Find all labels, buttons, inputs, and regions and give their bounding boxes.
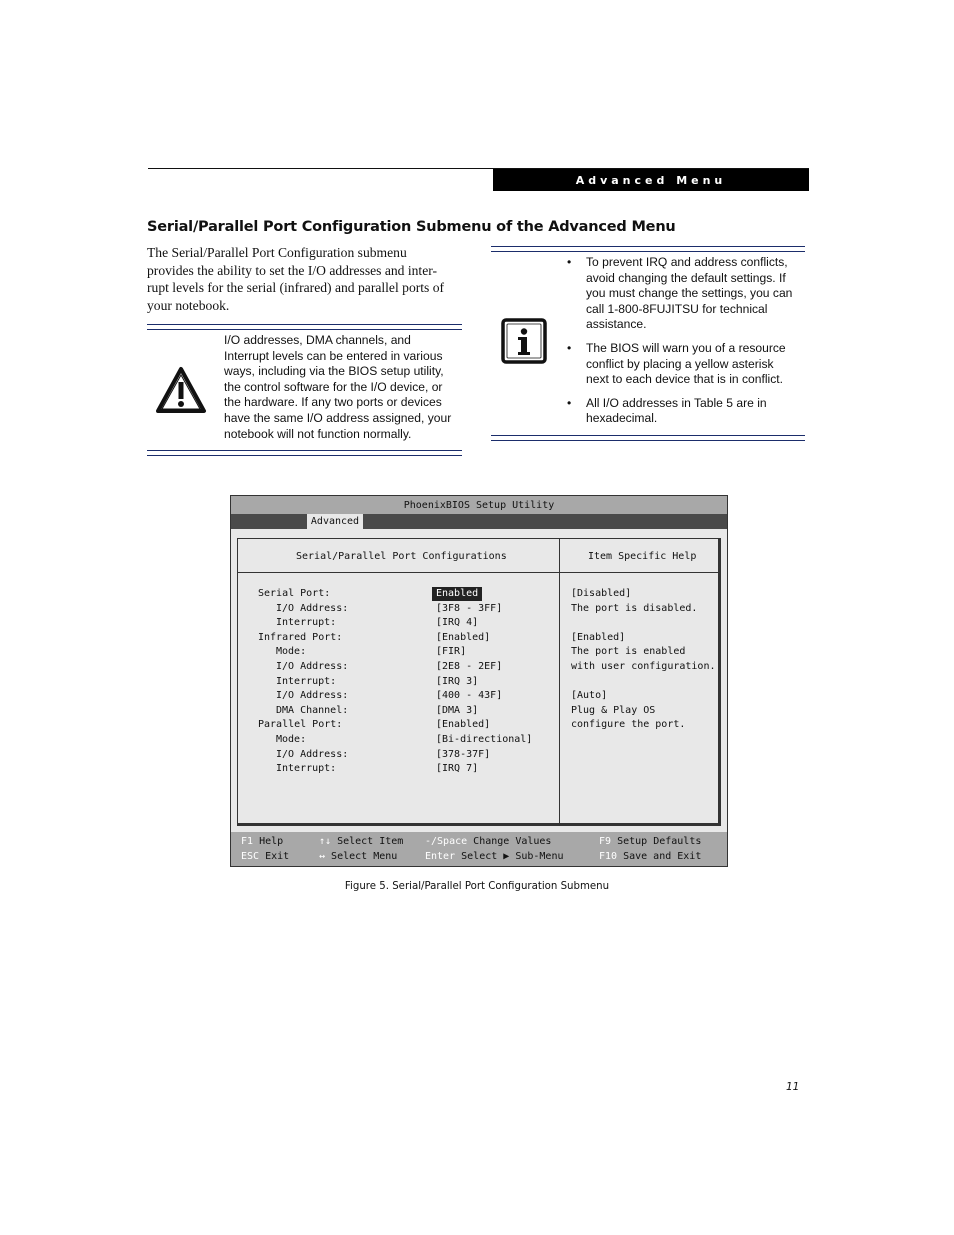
setting-value[interactable]: [Enabled] <box>436 631 491 643</box>
pane-divider <box>559 539 560 825</box>
help-line: configure the port. <box>571 719 686 731</box>
setting-label: Infrared Port: <box>258 631 343 643</box>
note-line: conflict by placing a yellow asterisk <box>586 356 774 371</box>
setting-value[interactable]: [FIR] <box>436 646 467 658</box>
footer-key-hint <box>425 850 563 864</box>
caution-text <box>224 333 464 442</box>
note-line: call 1-800-8FUJITSU for technical <box>586 301 768 316</box>
note-item <box>566 396 806 427</box>
frame-shadow-bottom <box>238 823 720 825</box>
help-pane-title: Item Specific Help <box>588 551 697 562</box>
help-line: with user configuration. <box>571 661 716 672</box>
note-line: • The BIOS will warn you of a resource <box>586 340 786 355</box>
note-line: hexadecimal. <box>586 411 658 426</box>
note-line: you must change the settings, you can <box>586 286 793 301</box>
caution-bottom-rule <box>147 450 462 456</box>
setting-label: Parallel Port: <box>258 719 343 731</box>
bios-menubar <box>231 514 727 529</box>
bios-main-frame <box>237 538 721 826</box>
help-line: [Auto] <box>571 690 608 702</box>
setting-label: Serial Port: <box>258 588 331 599</box>
setting-value[interactable]: [Bi-directional] <box>436 734 533 745</box>
caution-line: ways, including via the BIOS setup utility, <box>224 364 444 379</box>
tab-advanced[interactable]: Advanced <box>307 514 363 529</box>
help-line: The port is enabled <box>571 646 686 658</box>
setting-value[interactable]: Enabled <box>432 587 482 601</box>
note-line: next to each device that is in conflict. <box>586 372 783 387</box>
caution-line: have the same I/O address assigned, your <box>224 410 452 425</box>
bios-footer <box>231 832 727 866</box>
note-item <box>566 341 806 388</box>
bios-title: PhoenixBIOS Setup Utility <box>231 496 727 514</box>
footer-key-label: Select Item <box>331 836 404 847</box>
footer-key: F1 <box>241 836 254 847</box>
setting-label: DMA Channel: <box>276 704 349 716</box>
page-heading: Serial/Parallel Port Configuration Submenu of the Advanced Menu <box>147 219 676 235</box>
footer-key-hint <box>425 835 551 849</box>
note-top-rule <box>491 246 805 252</box>
setting-value[interactable]: [IRQ 4] <box>436 617 479 629</box>
footer-key-label: Change Values <box>467 836 552 847</box>
caution-line: Interrupt levels can be entered in various <box>224 348 443 363</box>
caution-line: the hardware. If any two ports or devices <box>224 395 442 410</box>
help-line: Plug & Play OS <box>571 704 656 716</box>
setting-value[interactable]: [IRQ 7] <box>436 763 479 775</box>
note-line: • All I/O addresses in Table 5 are in <box>586 395 767 410</box>
footer-key: Enter <box>425 851 456 862</box>
section-label: Advanced Menu <box>493 169 809 191</box>
footer-key-label: Select ▶ Sub-Menu <box>455 851 564 862</box>
footer-key-label: Help <box>253 836 284 847</box>
intro-line: rupt levels for the serial (infrared) and parallel ports of <box>147 280 445 295</box>
footer-key-label: Setup Defaults <box>611 836 702 847</box>
footer-key: F10 <box>599 851 618 862</box>
settings-pane-title: Serial/Parallel Port Configurations <box>296 551 507 562</box>
setting-label: Interrupt: <box>276 617 337 629</box>
footer-key: ESC <box>241 851 260 862</box>
setting-value[interactable]: [Enabled] <box>436 719 491 731</box>
note-bottom-rule <box>491 435 805 441</box>
note-line: • To prevent IRQ and address conflicts, <box>586 255 788 269</box>
footer-key-hint <box>319 850 397 864</box>
intro-line: your notebook. <box>147 297 230 313</box>
frame-shadow-right <box>718 539 720 825</box>
setting-label: Mode: <box>276 734 307 745</box>
setting-label: Interrupt: <box>276 675 337 687</box>
footer-key-hint <box>241 850 289 864</box>
setting-value[interactable]: [2E8 - 2EF] <box>436 661 503 672</box>
setting-label: I/O Address: <box>276 690 349 702</box>
title-divider <box>238 572 720 573</box>
footer-key: ↑↓ <box>319 836 332 847</box>
footer-key-label: Save and Exit <box>617 851 702 862</box>
info-icon <box>501 318 547 364</box>
help-line: The port is disabled. <box>571 602 698 614</box>
footer-key: F9 <box>599 836 612 847</box>
setting-value[interactable]: [400 - 43F] <box>436 690 503 702</box>
help-line: [Enabled] <box>571 631 626 643</box>
caution-top-rule <box>147 324 462 330</box>
caution-line: notebook will not function normally. <box>224 426 412 441</box>
setting-label: I/O Address: <box>276 661 349 672</box>
setting-value[interactable]: [DMA 3] <box>436 704 479 716</box>
setting-label: Interrupt: <box>276 763 337 775</box>
note-list <box>566 255 806 435</box>
caution-line: I/O addresses, DMA channels, and <box>224 333 411 347</box>
setting-label: Mode: <box>276 646 307 658</box>
page-number: 11 <box>786 1081 800 1093</box>
figure-caption: Figure 5. Serial/Parallel Port Configuration Submenu <box>344 881 610 892</box>
bios-screen <box>230 495 728 867</box>
intro-line: provides the ability to set the I/O addresses and inter- <box>147 262 438 278</box>
setting-label: I/O Address: <box>276 748 349 760</box>
footer-key-label: Select Menu <box>325 851 398 862</box>
intro-paragraph <box>147 244 463 314</box>
footer-key-hint <box>599 850 701 864</box>
note-line: assistance. <box>586 317 647 332</box>
setting-value[interactable]: [378-37F] <box>436 748 491 760</box>
intro-line: The Serial/Parallel Port Configuration submenu <box>147 245 407 260</box>
footer-key-hint <box>241 835 283 849</box>
footer-key-label: Exit <box>259 851 290 862</box>
note-item <box>566 255 806 333</box>
warning-triangle-icon <box>155 366 207 414</box>
footer-key: -/Space <box>425 836 468 847</box>
setting-label: I/O Address: <box>276 602 349 614</box>
footer-key: ↔ <box>319 851 326 862</box>
caution-line: the control software for the I/O device, or <box>224 379 443 394</box>
note-line: avoid changing the default settings. If <box>586 270 786 285</box>
footer-key-hint <box>319 835 403 849</box>
setting-value[interactable]: [IRQ 3] <box>436 675 479 687</box>
help-line: [Disabled] <box>571 588 632 599</box>
footer-key-hint <box>599 835 701 849</box>
setting-value[interactable]: [3F8 - 3FF] <box>436 602 503 614</box>
